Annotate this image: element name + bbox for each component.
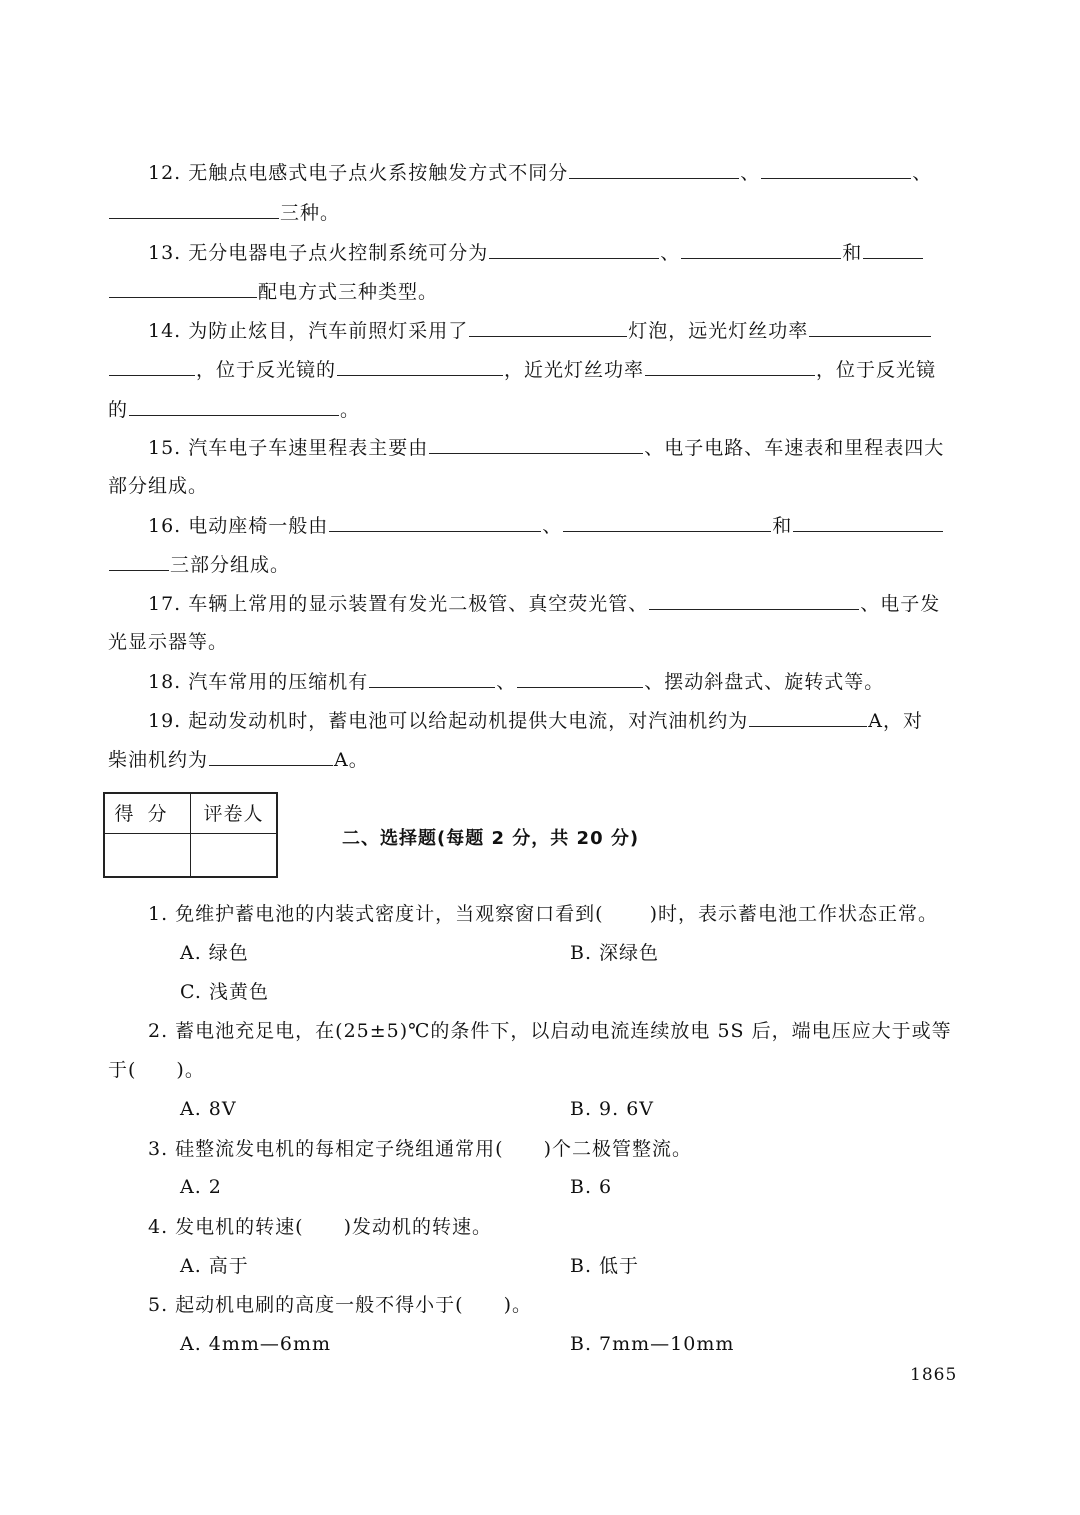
answer-blank[interactable]	[517, 669, 643, 688]
score-table	[103, 792, 278, 878]
grader-header: 评卷人	[191, 794, 276, 834]
answer-blank[interactable]	[329, 513, 541, 532]
answer-blank[interactable]	[569, 160, 739, 179]
mc-question-3: 3. 硅整流发电机的每相定子绕组通常用( )个二极管整流。	[148, 1138, 693, 1160]
mc-3-option-b[interactable]: B. 6	[570, 1176, 613, 1198]
answer-blank[interactable]	[109, 200, 279, 219]
answer-blank[interactable]	[761, 160, 911, 179]
question-12-line1: 12. 无触点电感式电子点火系按触发方式不同分 、 、	[148, 162, 933, 184]
answer-blank[interactable]	[109, 279, 257, 298]
answer-blank[interactable]	[793, 513, 943, 532]
answer-blank[interactable]	[863, 240, 923, 259]
answer-blank[interactable]	[645, 357, 815, 376]
answer-blank[interactable]	[337, 357, 503, 376]
question-15-line2: 部分组成。	[108, 475, 209, 497]
answer-blank[interactable]	[809, 318, 931, 337]
answer-blank[interactable]	[369, 669, 495, 688]
answer-blank[interactable]	[109, 552, 169, 571]
grader-cell[interactable]	[191, 834, 276, 876]
mc-3-option-a[interactable]: A. 2	[180, 1176, 222, 1198]
answer-blank[interactable]	[681, 240, 841, 259]
mc-1-option-c[interactable]: C. 浅黄色	[180, 981, 269, 1003]
section-title: 二、选择题(每题 2 分，共 20 分)	[342, 828, 640, 849]
answer-blank[interactable]	[563, 513, 771, 532]
mc-question-2-line1: 2. 蓄电池充足电，在(25±5)℃的条件下，以启动电流连续放电 5S 后，端电压应大于或等	[148, 1020, 952, 1042]
answer-blank[interactable]	[429, 435, 643, 454]
mc-question-2-line2: 于( )。	[108, 1059, 205, 1081]
mc-question-1: 1. 免维护蓄电池的内装式密度计，当观察窗口看到( )时，表示蓄电池工作状态正常。	[148, 903, 939, 925]
mc-4-option-a[interactable]: A. 高于	[180, 1255, 249, 1277]
question-14-line3: 的 。	[108, 399, 361, 421]
score-cell[interactable]	[105, 834, 191, 876]
question-19-line2: 柴油机约为 A。	[108, 749, 369, 771]
question-12-line2: 三种。	[108, 200, 340, 225]
mc-1-option-b[interactable]: B. 深绿色	[570, 942, 660, 964]
question-15-line1: 15. 汽车电子车速里程表主要由 、电子电路、车速表和里程表四大	[148, 437, 945, 459]
question-14-line2: ，位于反光镜的 ，近光灯丝功率 ，位于反光镜	[108, 357, 936, 382]
mc-question-4: 4. 发电机的转速( )发动机的转速。	[148, 1216, 493, 1238]
answer-blank[interactable]	[749, 708, 867, 727]
question-13-line2: 配电方式三种类型。	[108, 279, 438, 304]
answer-blank[interactable]	[209, 747, 333, 766]
question-16-line1: 16. 电动座椅一般由 、 和	[148, 513, 944, 538]
question-16-line2: 三部分组成。	[108, 552, 290, 577]
answer-blank[interactable]	[489, 240, 659, 259]
page-number: 1865	[910, 1365, 958, 1385]
mc-4-option-b[interactable]: B. 低于	[570, 1255, 640, 1277]
answer-blank[interactable]	[469, 318, 627, 337]
mc-question-5: 5. 起动机电刷的高度一般不得小于( )。	[148, 1294, 533, 1316]
mc-2-option-b[interactable]: B. 9. 6V	[570, 1098, 655, 1120]
score-header: 得分	[105, 794, 191, 834]
answer-blank[interactable]	[129, 397, 339, 416]
question-17-line1: 17. 车辆上常用的显示装置有发光二极管、真空荧光管、 、电子发	[148, 593, 941, 615]
question-17-line2: 光显示器等。	[108, 631, 229, 653]
mc-5-option-b[interactable]: B. 7mm—10mm	[570, 1333, 735, 1355]
question-14-line1: 14. 为防止炫目，汽车前照灯采用了 灯泡，远光灯丝功率	[148, 318, 932, 343]
question-18-line1: 18. 汽车常用的压缩机有 、 、摆动斜盘式、旋转式等。	[148, 671, 885, 693]
mc-1-option-a[interactable]: A. 绿色	[180, 942, 249, 964]
question-19-line1: 19. 起动发动机时，蓄电池可以给起动机提供大电流，对汽油机约为 A，对	[148, 710, 923, 732]
mc-2-option-a[interactable]: A. 8V	[180, 1098, 237, 1120]
question-13-line1: 13. 无分电器电子点火控制系统可分为 、 和	[148, 240, 924, 265]
answer-blank[interactable]	[109, 357, 195, 376]
mc-5-option-a[interactable]: A. 4mm—6mm	[180, 1333, 332, 1355]
answer-blank[interactable]	[649, 591, 859, 610]
